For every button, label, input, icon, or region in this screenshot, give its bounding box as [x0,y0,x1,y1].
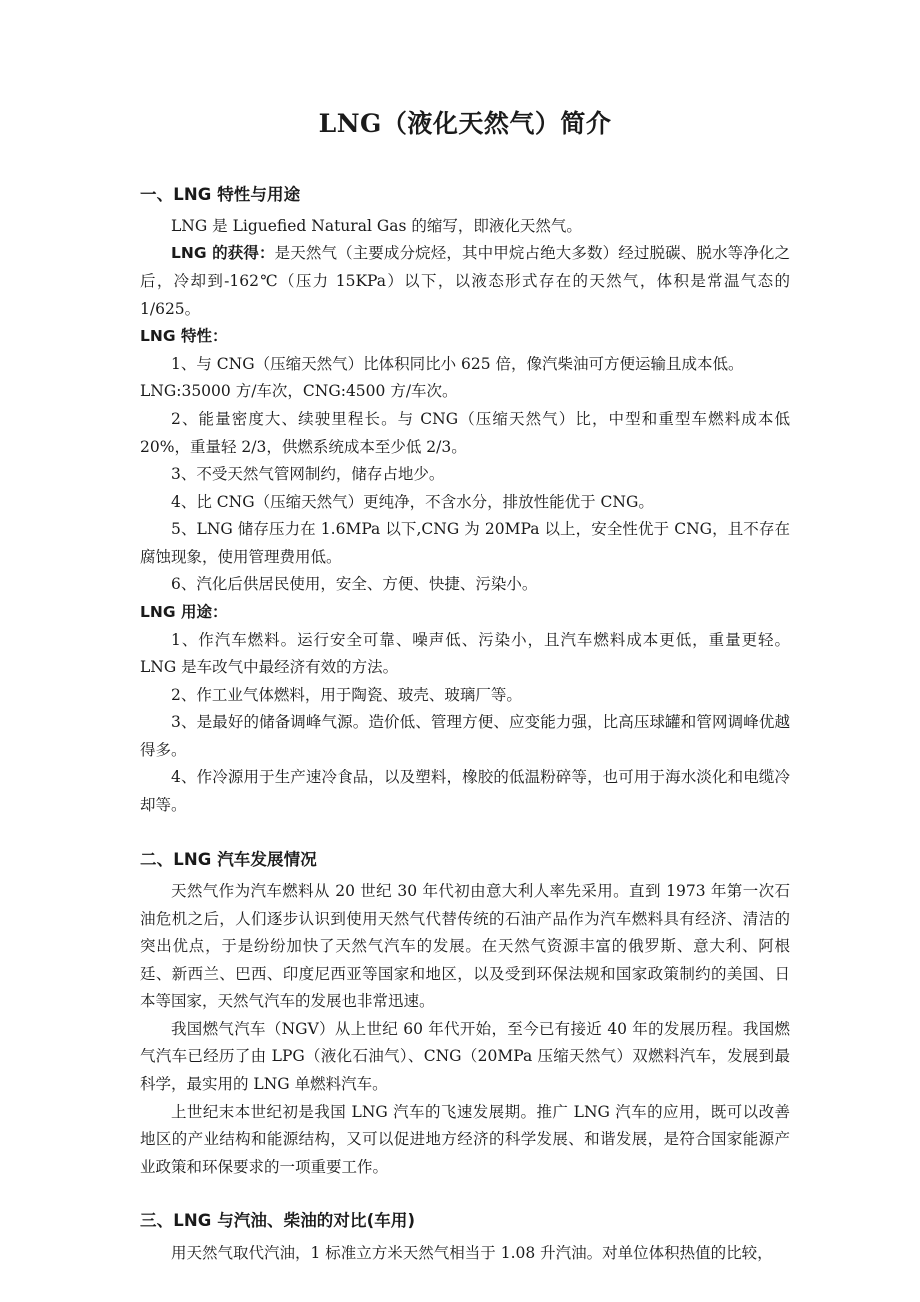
feature-item: 2、能量密度大、续驶里程长。与 CNG（压缩天然气）比，中型和重型车燃料成本低 20%，重量轻 2/3，供燃系统成本至少低 2/3。 [140,409,790,456]
use-item: 3、是最好的储备调峰气源。造价低、管理方便、应变能力强，比高压球罐和管网调峰优越得多。 [140,713,790,759]
section-heading-3: 三、LNG 与汽油、柴油的对比(车用) [140,1211,416,1231]
lng-abbreviation-text: LNG 是 Liguefied Natural Gas 的缩写，即液化天然气。 [171,216,582,235]
development-paragraph: 我国燃气汽车（NGV）从上世纪 60 年代开始，至今已有接近 40 年的发展历程。我国燃气汽车已经历了由 LPG（液化石油气）、CNG（20MPa 压缩天然气）双燃料汽车，发展到最科学，最实用的 LNG 单燃料汽车。 [140,1019,790,1094]
page-title: LNG（液化天然气）简介 [318,109,612,138]
feature-item: 4、比 CNG（压缩天然气）更纯净，不含水分，排放性能优于 CNG。 [171,492,654,511]
development-paragraph: 天然气作为汽车燃料从 20 世纪 30 年代初由意大利人率先采用。直到 1973 年第一次石油危机之后，人们逐步认识到使用天然气代替传统的石油产品作为汽车燃料具有经济、清洁的突出优点，于是纷纷加快了天然气汽车的发展。在天然气资源丰富的俄罗斯、意大利、阿根廷、新西兰、巴西、印度尼西亚等国家和地区，以及受到环保法规和国家政策制约的美国、日本等国家，天然气汽车的发展也非常迅速。 [140,881,790,1011]
feature-item: LNG:35000 方/车次，CNG:4500 方/车次。 [140,382,458,401]
comparison-paragraph: 用天然气取代汽油，1 标准立方米天然气相当于 1.08 升汽油。对单位体积热值的比较， [171,1243,773,1262]
use-item: 1、作汽车燃料。运行安全可靠、噪声低、污染小，且汽车燃料成本更低，重量更轻。LNG 是车改气中最经济有效的方法。 [140,630,790,677]
section-lng-vs-gasoline-diesel [140,1207,790,1267]
section-heading-1: 一、LNG 特性与用途 [140,184,301,204]
section-heading-2: 二、LNG 汽车发展情况 [140,849,317,869]
section-lng-vehicle-development [140,846,790,1182]
subheading-lng-characteristics: LNG 特性： [140,327,228,346]
lng-acquisition-text: 是天然气（主要成分烷烃，其中甲烷占绝大多数）经过脱碳、脱水等净化之后，冷却到-162℃（压力 15KPa）以下，以液态形式存在的天然气，体积是常温气态的 1/625。 [140,244,790,318]
feature-item: 3、不受天然气管网制约，储存占地少。 [171,465,445,484]
use-item: 4、作冷源用于生产速冷食品，以及塑料，橡胶的低温粉碎等，也可用于海水淡化和电缆冷却等。 [140,768,790,815]
development-paragraph: 上世纪末本世纪初是我国 LNG 汽车的飞速发展期。推广 LNG 汽车的应用，既可以改善地区的产业结构和能源结构，又可以促进地方经济的科学发展、和谐发展，是符合国家能源产业政策和环保要求的一项重要工作。 [140,1102,790,1176]
paragraph-lng-acquisition [140,240,790,323]
subheading-lng-uses: LNG 用途： [140,602,228,621]
paragraph-lng-abbreviation [140,213,790,241]
feature-item: 5、LNG 储存压力在 1.6MPa 以下,CNG 为 20MPa 以上，安全性优于 CNG，且不存在腐蚀现象，使用管理费用低。 [140,520,790,566]
use-item: 2、作工业气体燃料，用于陶瓷、玻壳、玻璃厂等。 [171,685,522,704]
lng-acquisition-label: LNG 的获得： [171,244,275,263]
section-lng-properties-and-uses [140,181,790,820]
feature-item: 6、汽化后供居民使用，安全、方便、快捷、污染小。 [171,575,538,594]
feature-item: 1、与 CNG（压缩天然气）比体积同比小 625 倍，像汽柴油可方便运输且成本低。 [171,354,744,373]
